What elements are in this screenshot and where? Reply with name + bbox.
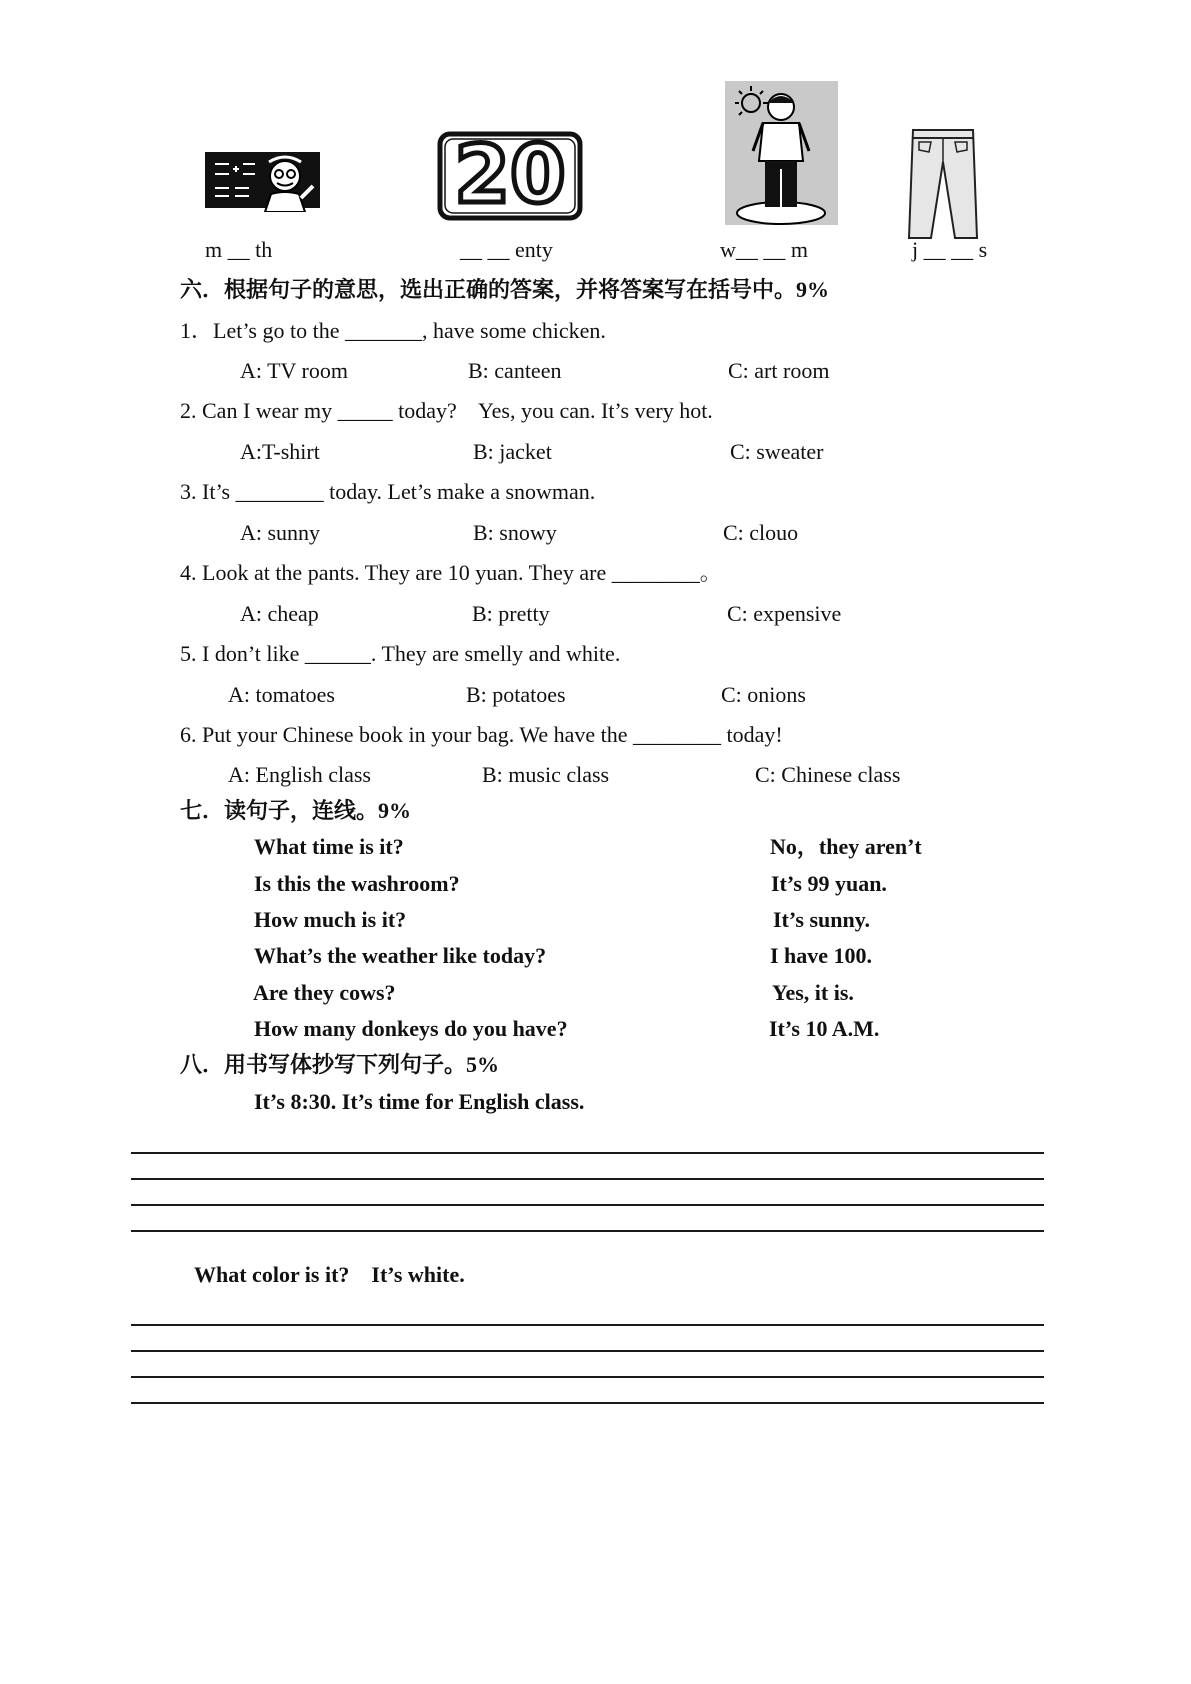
q5-option-b: B: potatoes (466, 682, 566, 707)
writing-line-1b (131, 1178, 1044, 1180)
q3-text: 3. It’s ________ today. Let’s make a snowman. (180, 479, 596, 504)
q3-option-a: A: sunny (240, 520, 321, 545)
q6-option-b: B: music class (482, 762, 610, 787)
writing-line-1c (131, 1204, 1044, 1206)
q1-option-a: A: TV room (240, 358, 348, 383)
match-left-1: What time is it? (254, 834, 404, 859)
match-left-6: How many donkeys do you have? (254, 1016, 568, 1041)
number-twenty-text: 20 (454, 128, 566, 221)
q5-text: 5. I don’t like ______. They are smelly and white. (180, 641, 621, 666)
q2-option-c: C: sweater (730, 439, 824, 464)
q4-text: 4. Look at the pants. They are 10 yuan. They are ________。 (180, 560, 722, 585)
section6-heading: 六．根据句子的意思，选出正确的答案，并将答案写在括号中。9% (180, 277, 830, 302)
match-left-5: Are they cows? (253, 980, 396, 1005)
q6-option-c: C: Chinese class (755, 762, 901, 787)
q6-option-a: A: English class (228, 762, 371, 787)
number-twenty-icon (437, 128, 583, 224)
match-right-3: It’s sunny. (773, 907, 871, 932)
q4-option-c: C: expensive (727, 601, 842, 626)
copy-sentence-2: What color is it? It’s white. (194, 1262, 465, 1287)
match-right-5: Yes, it is. (772, 980, 854, 1005)
q5-option-a: A: tomatoes (228, 682, 335, 707)
boy-sun-warm-icon (725, 81, 838, 225)
q1-option-c: C: art room (728, 358, 830, 383)
word-blank-twenty: __ __ enty (460, 237, 553, 262)
q2-option-a: A:T-shirt (240, 439, 320, 464)
match-left-3: How much is it? (254, 907, 407, 932)
match-right-1: No，they aren’t (770, 834, 922, 859)
match-left-2: Is this the washroom? (254, 871, 460, 896)
q3-option-b: B: snowy (473, 520, 557, 545)
match-right-2: It’s 99 yuan. (771, 871, 887, 896)
writing-line-2a (131, 1324, 1044, 1326)
word-blank-jeans: j __ __ s (912, 237, 988, 262)
jeans-icon (905, 128, 981, 240)
writing-line-2d (131, 1402, 1044, 1404)
writing-line-2c (131, 1376, 1044, 1378)
q4-option-a: A: cheap (240, 601, 319, 626)
word-blank-math: m __ th (205, 237, 273, 262)
q4-option-b: B: pretty (472, 601, 550, 626)
word-blank-warm: w__ __ m (720, 237, 808, 262)
q1-option-b: B: canteen (468, 358, 562, 383)
section7-heading: 七．读句子，连线。9% (180, 798, 412, 823)
q2-option-b: B: jacket (473, 439, 552, 464)
writing-line-1d (131, 1230, 1044, 1232)
q3-option-c: C: clouo (723, 520, 799, 545)
copy-sentence-1: It’s 8:30. It’s time for English class. (254, 1089, 585, 1114)
math-teacher-blackboard-icon (205, 150, 320, 212)
match-right-4: I have 100. (770, 943, 873, 968)
q6-text: 6. Put your Chinese book in your bag. We have the ________ today! (180, 722, 783, 747)
writing-line-1a (131, 1152, 1044, 1154)
match-right-6: It’s 10 A.M. (769, 1016, 880, 1041)
writing-line-2b (131, 1350, 1044, 1352)
match-left-4: What’s the weather like today? (254, 943, 547, 968)
section8-heading: 八．用书写体抄写下列句子。5% (180, 1052, 500, 1077)
q1-text: 1．Let’s go to the _______, have some chicken. (180, 318, 606, 343)
q2-text: 2. Can I wear my _____ today? Yes, you can. It’s very hot. (180, 398, 713, 423)
q5-option-c: C: onions (721, 682, 806, 707)
